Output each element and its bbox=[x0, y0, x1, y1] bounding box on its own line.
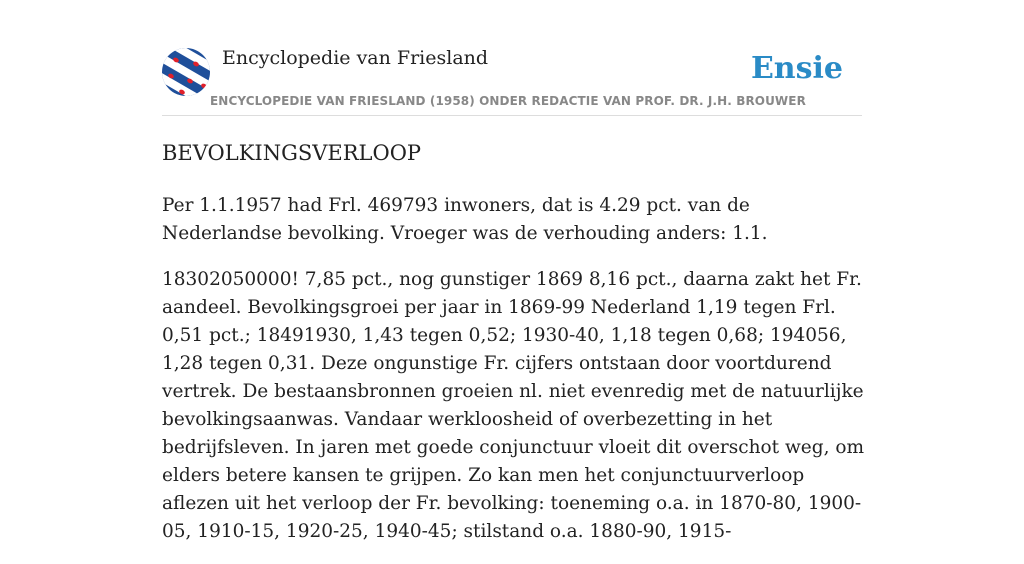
entry-paragraph: Per 1.1.1957 had Frl. 469793 inwoners, dat is 4.29 pct. van de Nederlandse bevolking. Vroeger was de verhouding anders: 1.1. bbox=[162, 195, 768, 244]
frisian-flag-icon[interactable] bbox=[162, 48, 210, 96]
site-header bbox=[162, 46, 862, 116]
brand-logo-text[interactable]: Ensie bbox=[750, 51, 843, 86]
site-title[interactable]: Encyclopedie van Friesland bbox=[222, 47, 489, 69]
site-subtitle: ENCYCLOPEDIE VAN FRIESLAND (1958) ONDER REDACTIE VAN PROF. DR. J.H. BROUWER bbox=[210, 94, 806, 108]
entry-paragraph: 18302050000! 7,85 pct., nog gunstiger 1869 8,16 pct., daarna zakt het Fr. aandeel. Bevolkingsgroei per jaar in 1869-99 Nederland 1,19 tegen Frl. 0,51 pct.; 18491930, 1,43 tegen 0,52; 1930-40, 1,18 tegen 0,68; 194056, 1,28 tegen 0,31. Deze ongunstige Fr. cijfers ontstaan door voortdurend vertrek. De bestaansbronnen groeien nl. niet evenredig met de natuurlijke bevolkingsaanwas. Vandaar werkloosheid of overbezetting in het bedrijfsleven. In jaren met goede conjunctuur vloeit dit overschot weg, om elders betere kansen te grijpen. Zo kan men het conjunctuurverloop aflezen uit het verloop der Fr. bevolking: toeneming o.a. in 1870-80, 1900-05, 1910-15, 1920-25, 1940-45; stilstand o.a. 1880-90, 1915- bbox=[162, 269, 865, 542]
entry-body bbox=[162, 192, 868, 564]
entry-title: BEVOLKINGSVERLOOP bbox=[162, 141, 422, 165]
